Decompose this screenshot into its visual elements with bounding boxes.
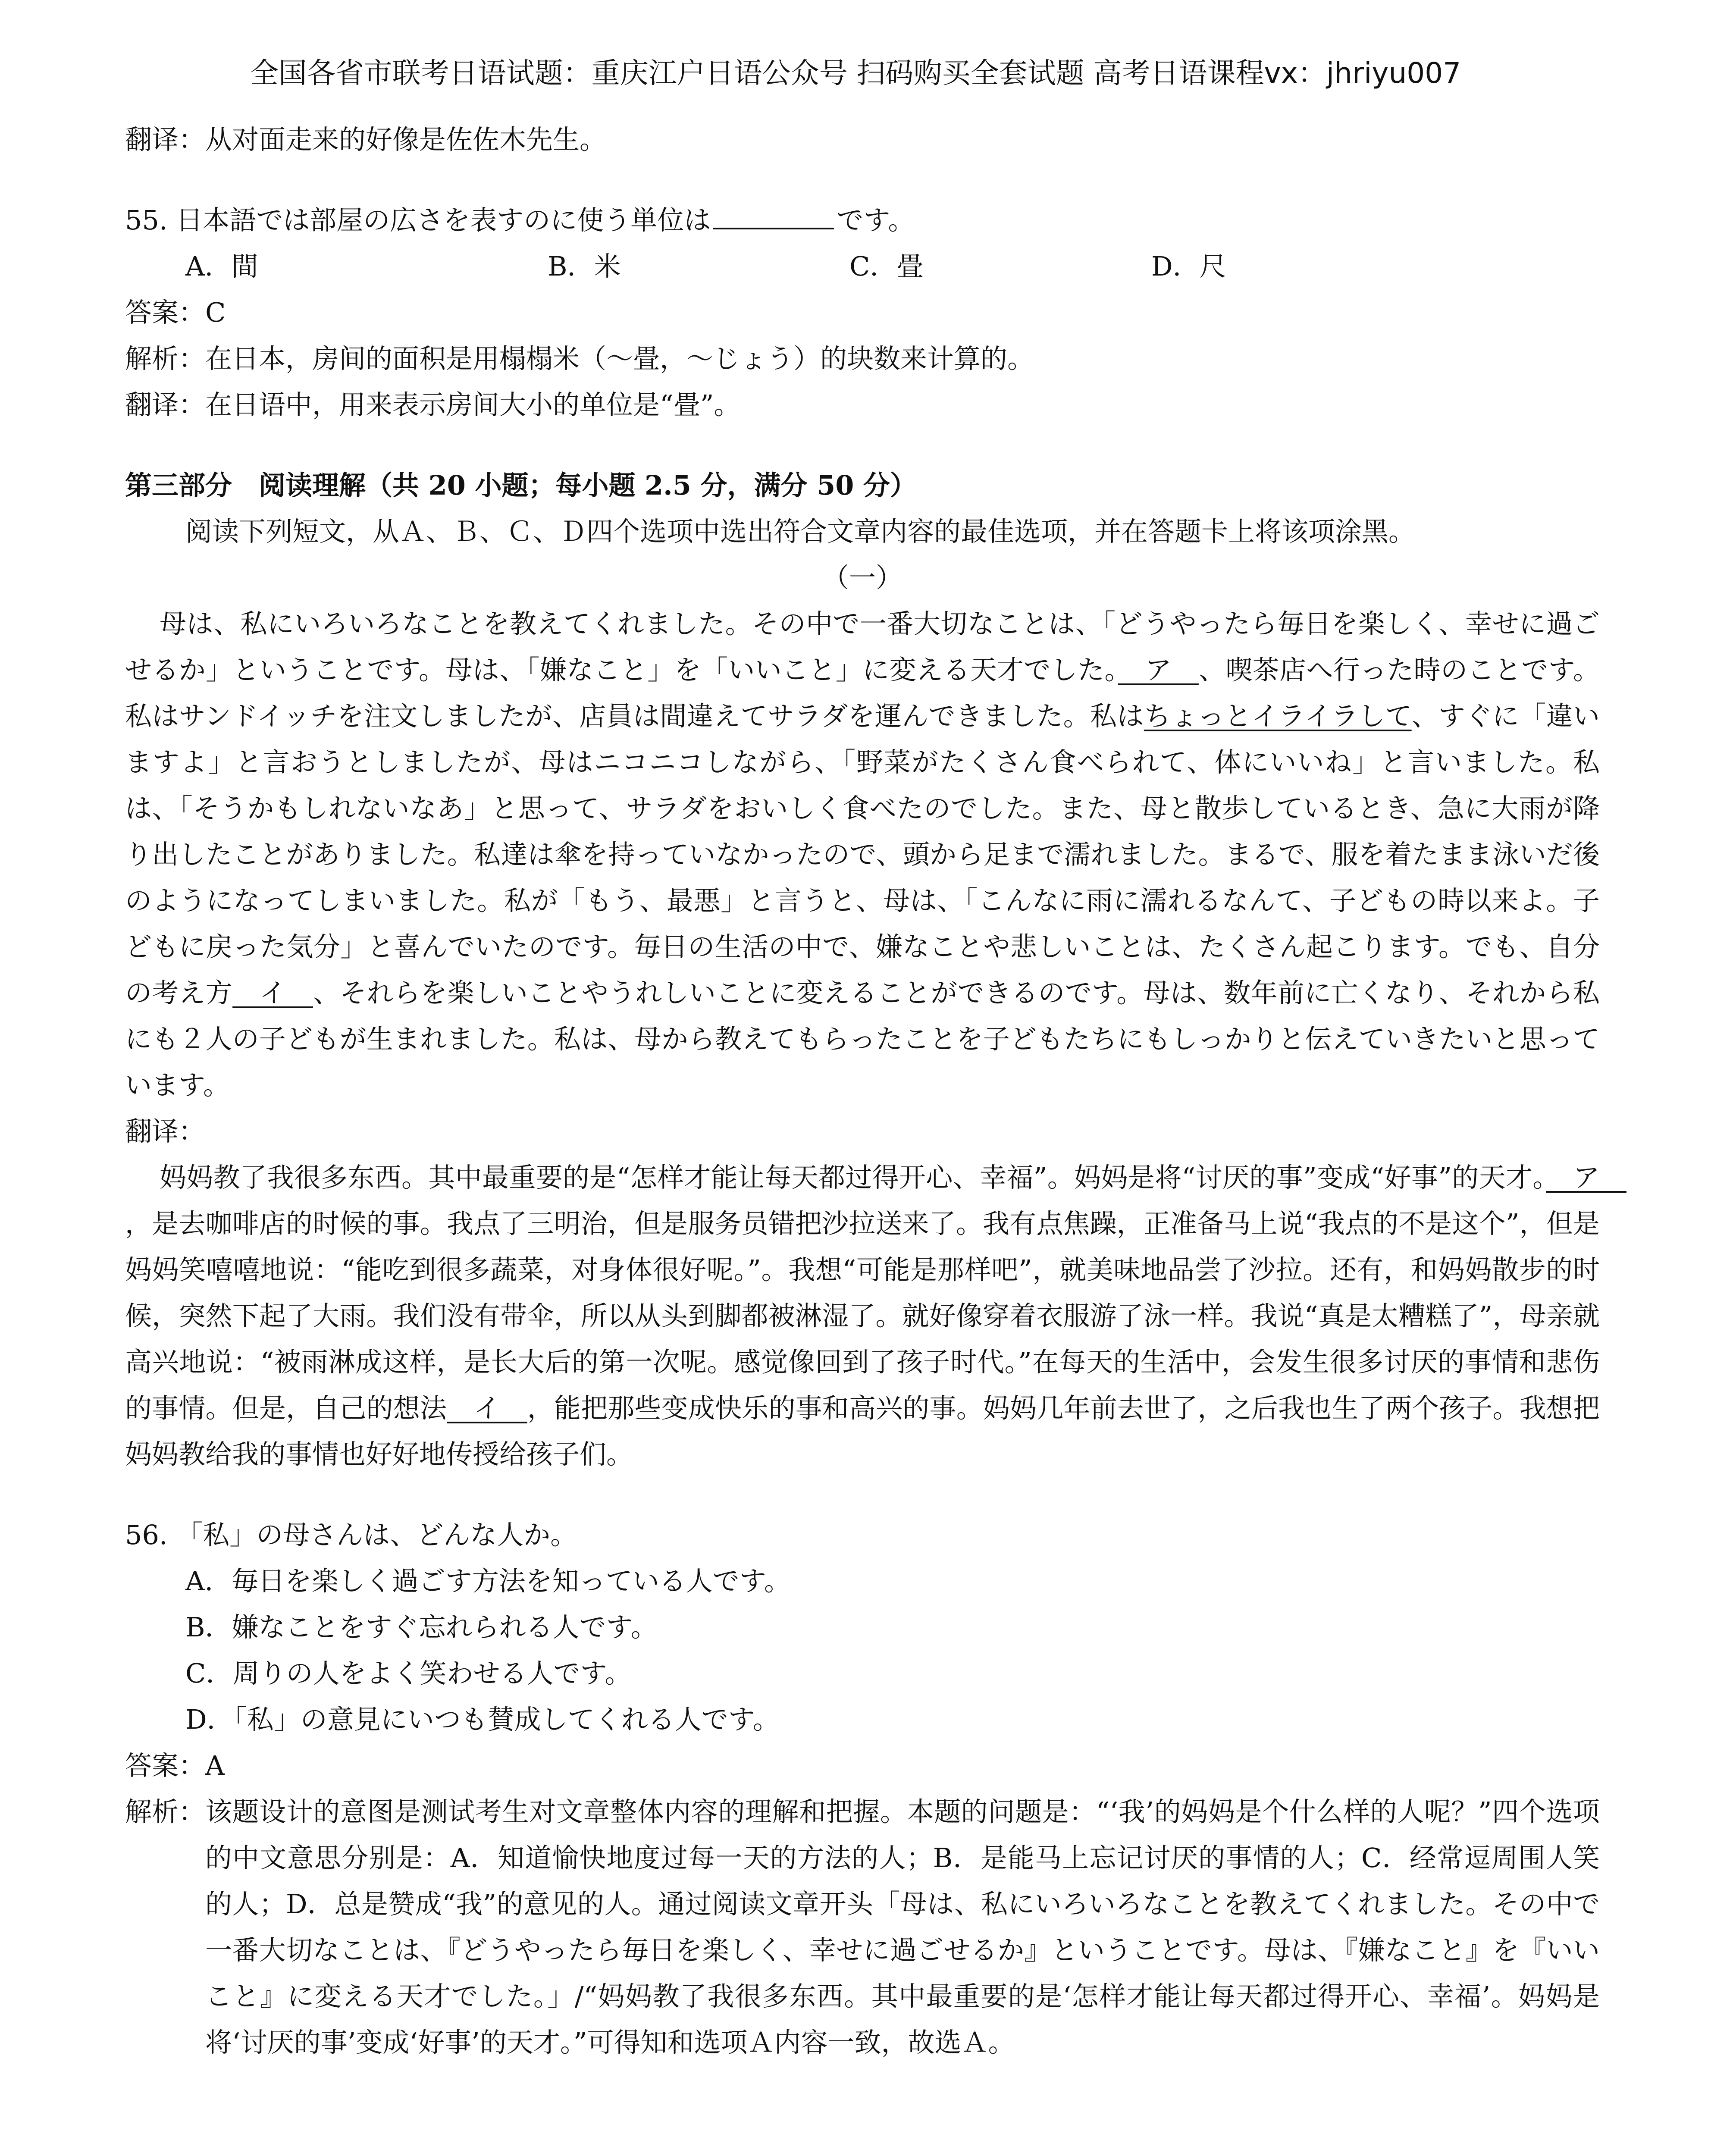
question-55-blank bbox=[713, 201, 834, 229]
question-56-analysis-body: 该题设计的意图是测试考生对文章整体内容的理解和把握。本题的问题是：“‘我’的妈妈是个什么样的人呢？”四个选项的中文意思分别是：A．知道愉快地度过每一天的方法的人；B．是能马上忘记讨厌的事情的人；C．经常逗周围人笑的人；D．总是赞成“我”的意见的人。通过阅读文章开头「母は、私にいろいろなことを教えてくれました。その中で一番大切なことは、『どうやったら毎日を楽しく、幸せに過ごせるか』ということです。母は、『嫌なこと』を『いいこと』に変える天才でした。」/“妈妈教了我很多东西。其中最重要的是‘怎样才能让每天都过得开心、幸福’。妈妈是将‘讨厌的事’变成‘好事’的天才。”可得知和选项Ａ内容一致，故选Ａ。 bbox=[205, 1796, 1600, 2058]
section-3-title: 第三部分 阅读理解（共 20 小题；每小题 2.5 分，满分 50 分） bbox=[125, 470, 917, 501]
question-55-options bbox=[125, 243, 1600, 289]
question-55-translation: 翻译：在日语中，用来表示房间大小的单位是“畳”。 bbox=[125, 389, 741, 420]
question-55-option-d: D．尺 bbox=[1151, 251, 1226, 282]
passage-part-4: 、それらを楽しいことやうれしいことに変えることができるのです。母は、数年前に亡くなり、それから私にも２人の子どもが生まれました。私は、母から教えてもらったことを子どもたちにもしっかりと伝えていきたいと思っています。 bbox=[125, 977, 1600, 1101]
question-55-option-b: B．米 bbox=[548, 251, 621, 282]
passage-blank-i: イ bbox=[232, 977, 313, 1009]
reading-passage bbox=[125, 601, 1600, 1108]
translation-blank-i: イ bbox=[447, 1392, 527, 1424]
question-56-option-a: A．毎日を楽しく過ごす方法を知っている人です。 bbox=[185, 1565, 791, 1597]
question-55-analysis: 解析：在日本，房间的面积是用榻榻米（～畳，～じょう）的块数来计算的。 bbox=[125, 343, 1034, 374]
question-56-option-d: D．「私」の意見にいつも賛成してくれる人です。 bbox=[185, 1704, 780, 1735]
question-56-analysis bbox=[125, 1789, 1600, 2065]
question-56-stem: 56. 「私」の母さんは、どんな人か。 bbox=[125, 1519, 577, 1551]
question-55-answer: 答案：C bbox=[125, 297, 226, 328]
question-55-stem bbox=[125, 197, 1600, 243]
translation-blank-a: ア bbox=[1546, 1162, 1626, 1193]
page-content bbox=[125, 116, 1626, 2065]
question-56-option-c: C．周りの人をよく笑わせる人です。 bbox=[185, 1658, 632, 1689]
previous-translation: 翻译：从对面走来的好像是佐佐木先生。 bbox=[125, 124, 607, 155]
question-55-stem-after: です。 bbox=[837, 204, 915, 236]
question-55-option-a: A．間 bbox=[185, 251, 258, 282]
passage-underlined-phrase: ちょっとイライラして bbox=[1144, 700, 1412, 732]
translation-part-1: 妈妈教了我很多东西。其中最重要的是“怎样才能让每天都过得开心、幸福”。妈妈是将“讨厌的事”变成“好事”的天才。 bbox=[160, 1162, 1546, 1193]
question-55-option-c: C．畳 bbox=[849, 251, 924, 282]
translation-part-3: ，能把那些变成快乐的事和高兴的事。妈妈几年前去世了，之后我也生了两个孩子。我想把妈妈教给我的事情也好好地传授给孩子们。 bbox=[125, 1392, 1600, 1470]
passage-number: （一） bbox=[822, 562, 903, 593]
passage-part-2: 、喫茶店へ行った時のことです。私はサンドイッチを注文しましたが、店員は間違えてサラダを運んできました。私は bbox=[125, 654, 1600, 732]
translation-part-2: ，是去咖啡店的时候的事。我点了三明治，但是服务员错把沙拉送来了。我有点焦躁，正准备马上说“我点的不是这个”，但是妈妈笑嘻嘻地说：“能吃到很多蔬菜，对身体很好呢。”。我想“可能是那样吧”，就美味地品尝了沙拉。还有，和妈妈散步的时候，突然下起了大雨。我们没有带伞，所以从头到脚都被淋湿了。就好像穿着衣服游了泳一样。我说“真是太糟糕了”，母亲就高兴地说：“被雨淋成这样，是长大后的第一次呢。感觉像回到了孩子时代。”在每天的生活中，会发生很多讨厌的事情和悲伤的事情。但是，自己的想法 bbox=[125, 1208, 1600, 1424]
question-56-answer: 答案：A bbox=[125, 1750, 225, 1781]
page-header: 全国各省市联考日语试题：重庆江户日语公众号 扫码购买全套试题 高考日语课程vx：jhriyu007 bbox=[250, 56, 1461, 90]
passage-translation bbox=[125, 1154, 1626, 1477]
section-3-instruction: 阅读下列短文，从Ａ、Ｂ、Ｃ、Ｄ四个选项中选出符合文章内容的最佳选项，并在答题卡上将该项涂黑。 bbox=[185, 516, 1416, 547]
question-56-analysis-label: 解析： bbox=[125, 1796, 206, 1827]
passage-part-3: 、すぐに「違いますよ」と言おうとしましたが、母はニコニコしながら、「野菜がたくさん食べられて、体にいいね」と言いました。私は、「そうかもしれないなあ」と思って、サラダをおいしく食べたのでした。また、母と散歩しているとき、急に大雨が降り出したことがありました。私達は傘を持っていなかったので、頭から足まで濡れました。まるで、服を着たまま泳いだ後のようになってしまいました。私が「もう、最悪」と言うと、母は、「こんなに雨に濡れるなんて、子どもの時以来よ。子どもに戻った気分」と喜んでいたのです。毎日の生活の中で、嫌なことや悲しいことは、たくさん起こります。でも、自分の考え方 bbox=[125, 700, 1600, 1009]
translation-label: 翻译： bbox=[125, 1116, 206, 1147]
question-55-stem-before: 55. 日本語では部屋の広さを表すのに使う単位は bbox=[125, 204, 711, 236]
passage-part-1: 母は、私にいろいろなことを教えてくれました。その中で一番大切なことは、「どうやったら毎日を楽しく、幸せに過ごせるか」ということです。母は、「嫌なこと」を「いいこと」に変える天才でした。 bbox=[125, 608, 1600, 686]
question-56-option-b: B．嫌なことをすぐ忘れられる人です。 bbox=[185, 1611, 658, 1643]
passage-blank-a: ア bbox=[1118, 654, 1199, 686]
